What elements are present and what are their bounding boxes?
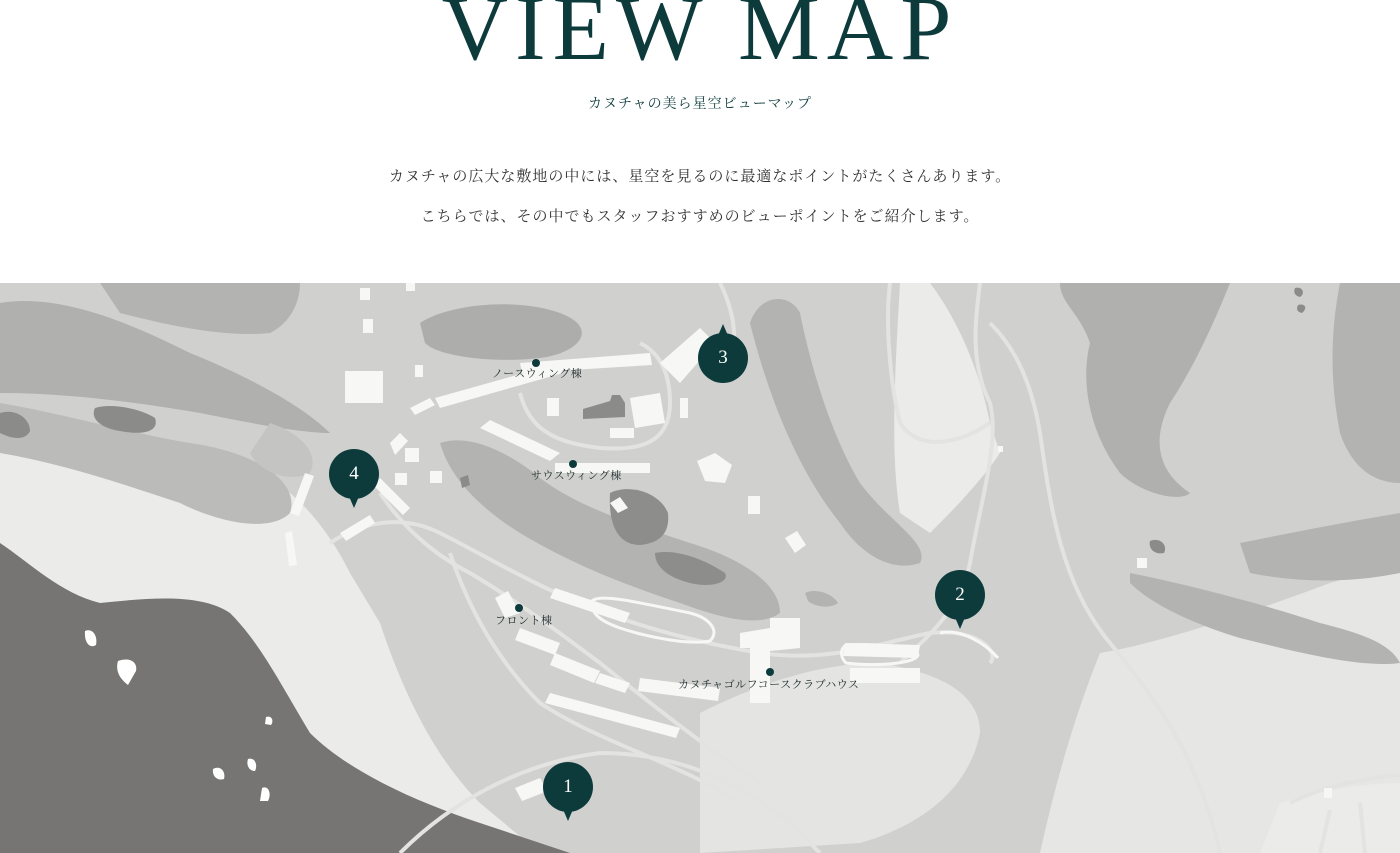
- page-subtitle: カヌチャの美ら星空ビューマップ: [587, 96, 813, 112]
- front-building-label: フロント棟: [495, 614, 553, 627]
- golf-clubhouse-dot: [766, 668, 774, 676]
- south-wing-label: サウスウィング棟: [531, 469, 622, 482]
- front-building-dot: [515, 604, 523, 612]
- golf-clubhouse-label: カヌチャゴルフコースクラブハウス: [678, 678, 860, 691]
- view-point-pin-3[interactable]: 3: [698, 333, 748, 383]
- view-point-pin-1[interactable]: 1: [543, 762, 593, 812]
- view-point-pin-2[interactable]: 2: [935, 570, 985, 620]
- intro-text: [0, 166, 1400, 246]
- intro-line-2: こちらでは、その中でもスタッフおすすめのビューポイントをご紹介します。: [420, 207, 980, 225]
- view-point-pin-4[interactable]: 4: [329, 449, 379, 499]
- resort-map[interactable]: [0, 283, 1400, 853]
- north-wing-label: ノースウィング棟: [492, 367, 583, 380]
- page-title: VIEW MAP: [441, 0, 959, 79]
- intro-line-1: カヌチャの広大な敷地の中には、星空を見るのに最適なポイントがたくさんあります。: [388, 167, 1012, 185]
